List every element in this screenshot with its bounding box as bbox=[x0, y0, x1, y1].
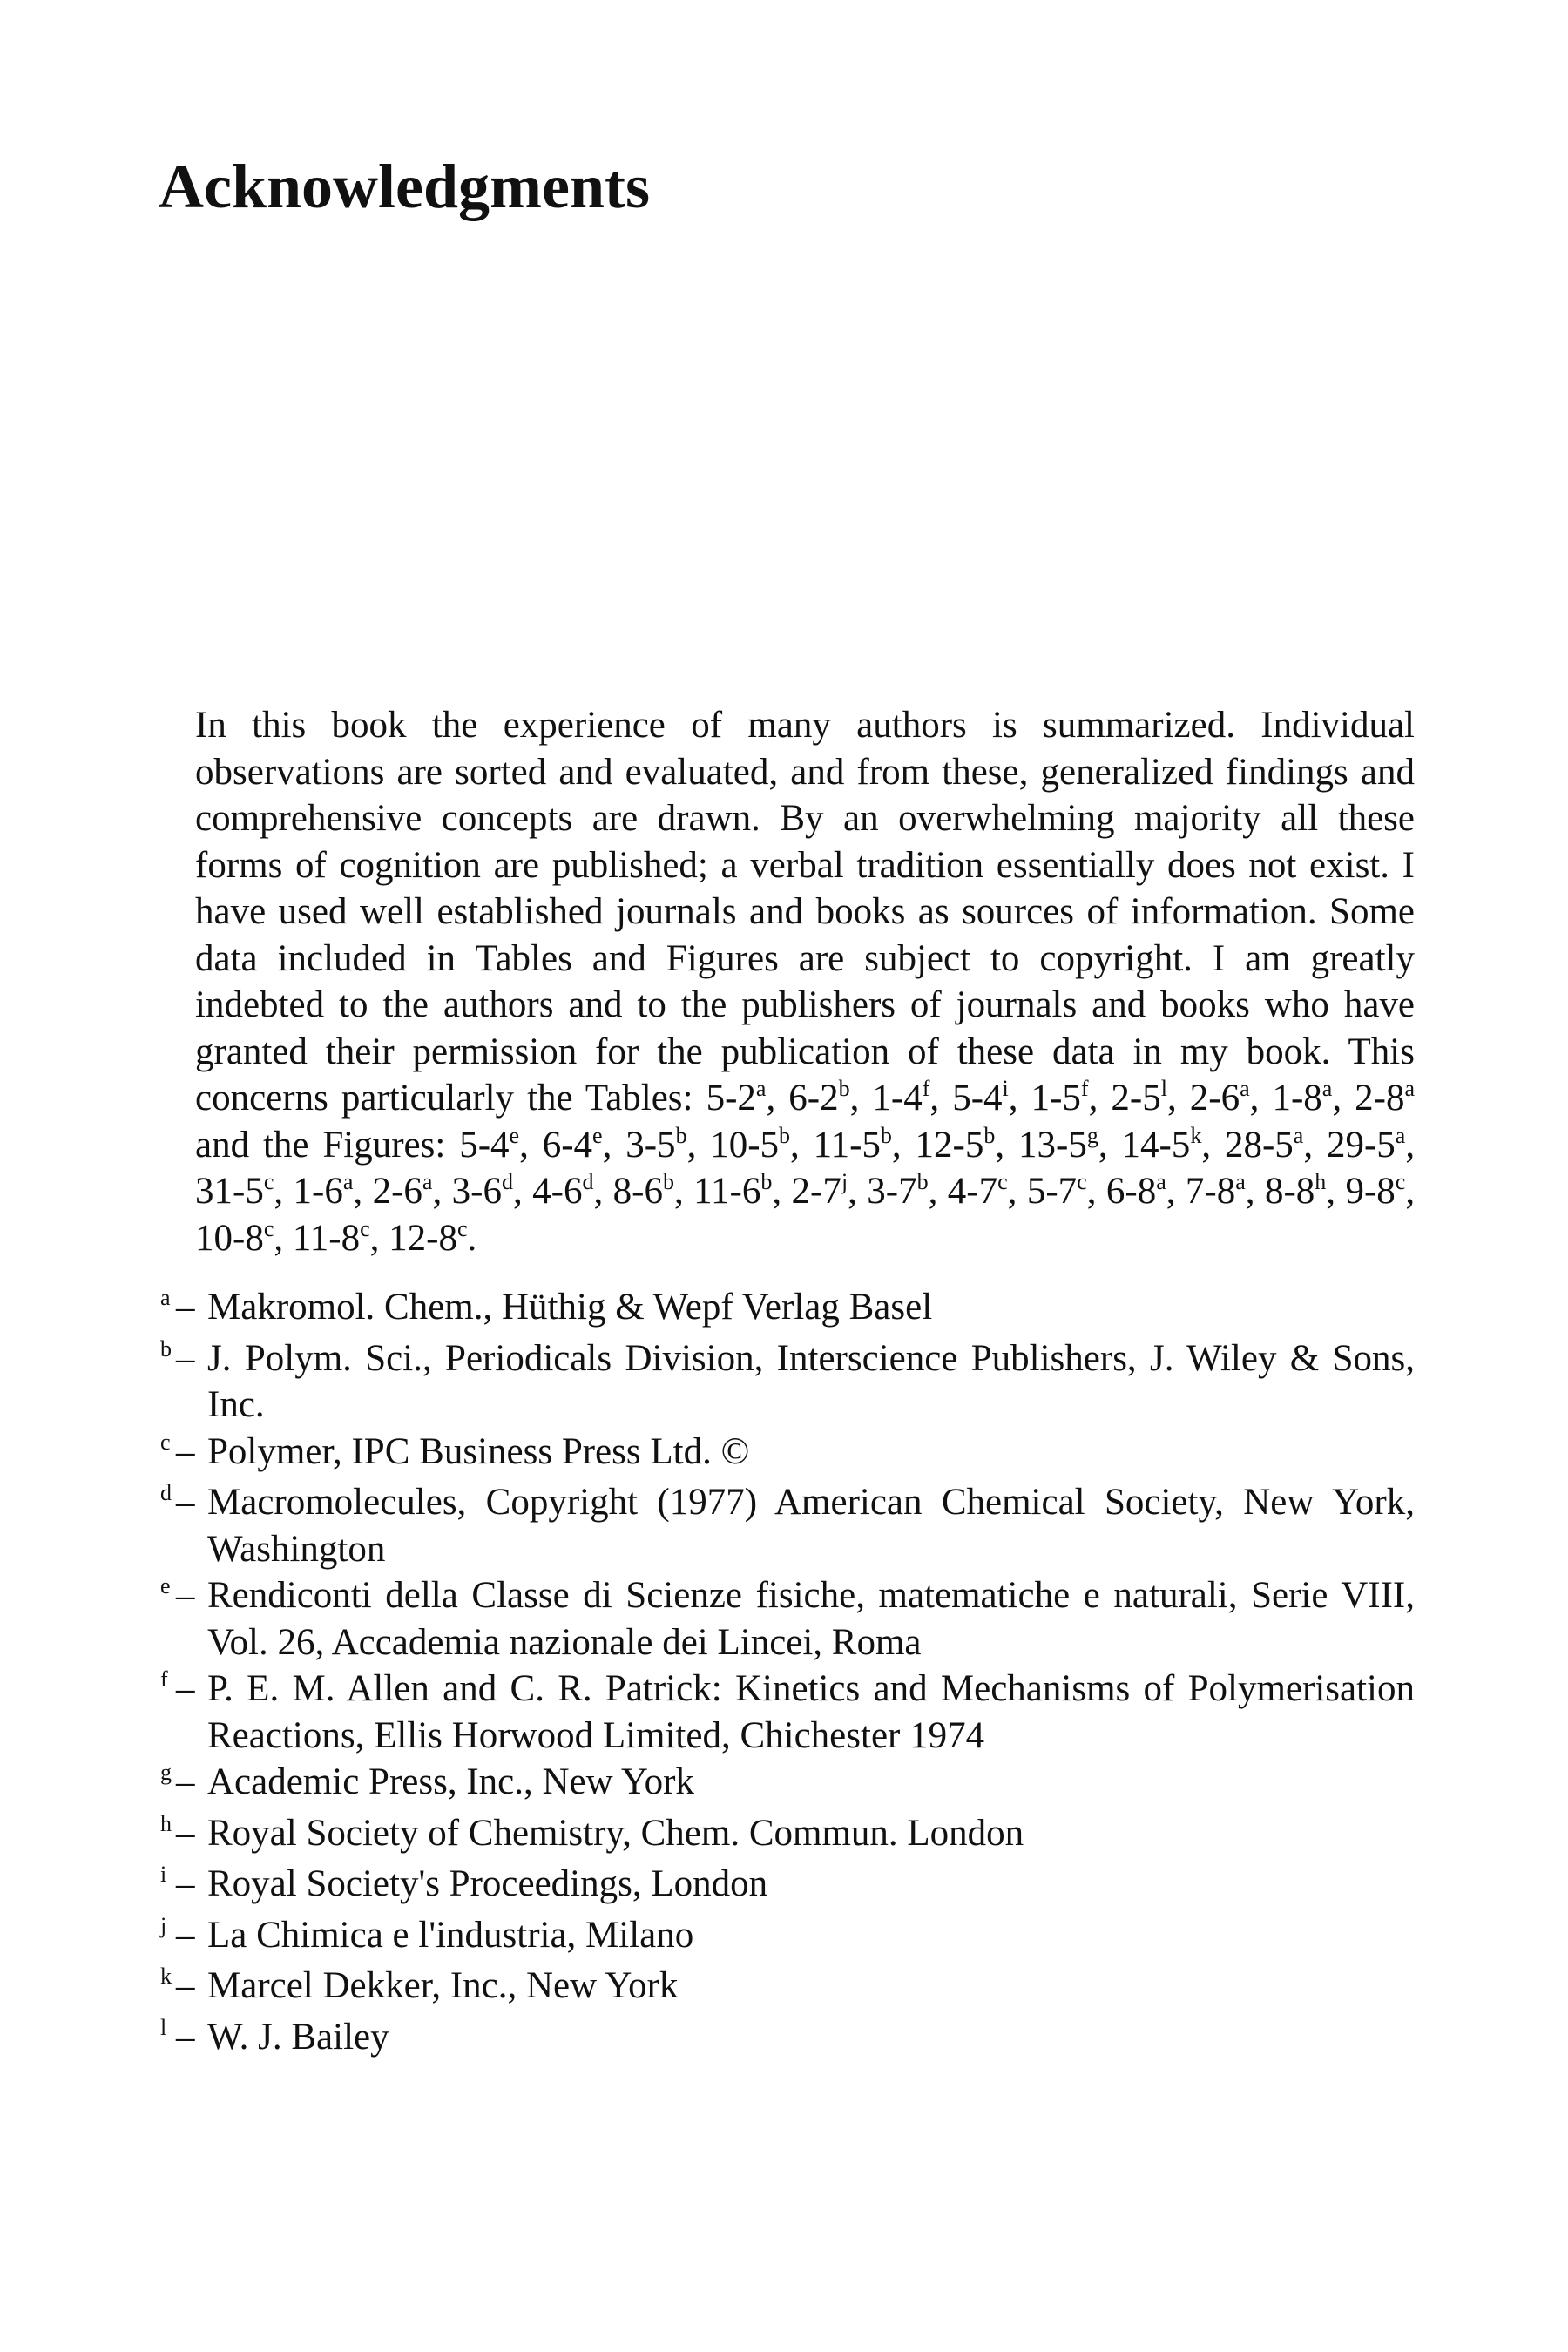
source-key: g bbox=[160, 1760, 172, 1785]
figure-reference bbox=[867, 1171, 928, 1212]
source-marker bbox=[160, 1479, 207, 1531]
figure-reference-number: 2-6 bbox=[372, 1171, 422, 1212]
source-item bbox=[160, 1861, 1415, 1912]
figure-reference bbox=[1265, 1171, 1326, 1212]
source-key: f bbox=[160, 1666, 168, 1692]
source-item bbox=[160, 1335, 1415, 1429]
table-reference bbox=[1190, 1078, 1250, 1119]
figure-reference-source-key: c bbox=[997, 1169, 1008, 1194]
figure-reference-source-key: b bbox=[779, 1122, 791, 1148]
table-reference bbox=[952, 1078, 1009, 1119]
source-text: W. J. Bailey bbox=[207, 2016, 389, 2058]
source-text: Macromolecules, Copyright (1977) American Chemical Society, New York, Washington bbox=[207, 1482, 1415, 1570]
figure-reference bbox=[1224, 1122, 1304, 1166]
table-reference-source-key: l bbox=[1160, 1076, 1167, 1101]
table-reference-number: 1-5 bbox=[1031, 1078, 1081, 1119]
figure-reference-source-key: d bbox=[501, 1169, 513, 1194]
figure-reference bbox=[613, 1171, 674, 1212]
figure-reference-number: 8-6 bbox=[612, 1171, 663, 1212]
table-reference-source-key: f bbox=[1080, 1076, 1089, 1101]
figure-reference bbox=[1326, 1122, 1406, 1166]
paragraph-conjunction: and the Figures: bbox=[195, 1124, 460, 1166]
figure-reference bbox=[1186, 1171, 1246, 1212]
figure-reference-number: 4-6 bbox=[532, 1171, 583, 1212]
figure-reference bbox=[195, 1215, 274, 1259]
source-dash: – bbox=[176, 1863, 195, 1904]
table-reference bbox=[872, 1078, 929, 1119]
table-reference-source-key: a bbox=[755, 1076, 767, 1101]
figure-reference-source-key: e bbox=[592, 1122, 603, 1148]
table-reference-number: 5-2 bbox=[706, 1078, 756, 1119]
source-text: Academic Press, Inc., New York bbox=[207, 1761, 694, 1802]
table-reference-number: 1-8 bbox=[1272, 1078, 1322, 1119]
figure-reference-source-key: c bbox=[263, 1215, 274, 1241]
source-marker bbox=[160, 1284, 207, 1335]
figure-reference-source-key: a bbox=[1235, 1169, 1246, 1194]
table-reference bbox=[1355, 1078, 1415, 1119]
figure-reference-list: 5-4e, 6-4e, 3-5$^b$, 10-5$^b$, 11-5$^b$, 12-5$^b$, 13-5$^g$, 14-5$^k$, 28-5$^a$, 29-5$^a$, 31-5$^c$, 1-6$^a$, 2-6$^a$, 3-6$^d$, 4-6$^d$, 8-6$^b$, 11-6$^b$, 2-7$^j$, 3-7$^b$, 4-7$^c$, 5-7$^c$, 6-8$^a$, 7-8$^a$, 8-8$^h$, 9-8$^c$, 10-8$^c$, 11-8$^c$, 12-8$^c$ bbox=[195, 1122, 1416, 1259]
source-marker bbox=[160, 1572, 207, 1624]
figure-reference-number: 6-8 bbox=[1105, 1171, 1157, 1212]
figure-reference bbox=[292, 1215, 370, 1259]
figure-reference-source-key: d bbox=[582, 1169, 594, 1194]
figure-reference-source-key: a bbox=[422, 1169, 433, 1194]
figure-reference-number: 10-5 bbox=[710, 1124, 780, 1166]
source-item bbox=[160, 1759, 1415, 1810]
figure-reference bbox=[948, 1171, 1008, 1212]
figure-reference-number: 2-7 bbox=[791, 1171, 841, 1212]
figure-reference-number: 12-5 bbox=[915, 1124, 984, 1166]
source-text: Makromol. Chem., Hüthig & Wepf Verlag Basel bbox=[207, 1287, 933, 1328]
source-item bbox=[160, 1912, 1415, 1963]
source-item bbox=[160, 1284, 1415, 1335]
source-marker bbox=[160, 1759, 207, 1810]
source-dash: – bbox=[176, 1430, 195, 1472]
table-reference-number: 5-4 bbox=[952, 1078, 1003, 1119]
source-item bbox=[160, 1479, 1415, 1572]
source-marker bbox=[160, 1963, 207, 2014]
figure-reference-number: 1-6 bbox=[293, 1171, 343, 1212]
figure-reference-number: 6-4 bbox=[542, 1124, 593, 1166]
figure-reference-number: 11-6 bbox=[693, 1171, 761, 1212]
source-dash: – bbox=[176, 1668, 195, 1709]
source-key: l bbox=[160, 2014, 167, 2040]
source-text: Marcel Dekker, Inc., New York bbox=[207, 1965, 679, 2006]
table-reference bbox=[1111, 1078, 1167, 1119]
table-reference-source-key: i bbox=[1002, 1076, 1009, 1101]
source-key: e bbox=[160, 1573, 171, 1598]
figure-reference-source-key: b bbox=[662, 1169, 674, 1194]
source-text: P. E. M. Allen and C. R. Patrick: Kinetics and Mechanisms of Polymerisation Reactions, Ellis Horwood Limited, Chichester 1974 bbox=[207, 1668, 1415, 1756]
source-dash: – bbox=[176, 1482, 195, 1523]
figure-reference bbox=[1018, 1122, 1098, 1166]
figure-reference bbox=[813, 1122, 892, 1166]
figure-reference bbox=[294, 1171, 354, 1212]
figure-reference-number: 7-8 bbox=[1185, 1171, 1236, 1212]
source-item bbox=[160, 1810, 1415, 1862]
figure-reference-number: 5-4 bbox=[459, 1124, 510, 1166]
figure-reference-source-key: e bbox=[509, 1122, 520, 1148]
table-reference-source-key: f bbox=[922, 1076, 930, 1101]
source-marker bbox=[160, 1861, 207, 1912]
figure-reference-source-key: c bbox=[1077, 1169, 1087, 1194]
source-marker bbox=[160, 1429, 207, 1480]
figure-reference-source-key: b bbox=[675, 1122, 687, 1148]
table-reference-source-key: b bbox=[838, 1076, 850, 1101]
figure-reference bbox=[710, 1122, 791, 1166]
figure-reference bbox=[452, 1171, 513, 1212]
figure-reference bbox=[693, 1171, 772, 1212]
source-text: Royal Society's Proceedings, London bbox=[207, 1863, 768, 1904]
table-reference-list: 5-2$^a$, 6-2$^b$, 1-4$^f$, 5-4$^i$, 1-5$^f$, 2-5$^l$, 2-6$^a$, 1-8$^a$, 2-8$^a$ bbox=[706, 1076, 1416, 1119]
source-marker bbox=[160, 1335, 207, 1387]
table-reference-number: 2-6 bbox=[1189, 1078, 1240, 1119]
figure-reference-number: 29-5 bbox=[1326, 1124, 1396, 1166]
figure-reference-source-key: a bbox=[1293, 1122, 1304, 1148]
source-key: k bbox=[160, 1963, 172, 1989]
figure-reference-number: 11-8 bbox=[292, 1217, 361, 1259]
source-key: c bbox=[160, 1429, 171, 1455]
figure-reference-number: 10-8 bbox=[195, 1217, 264, 1259]
source-key: i bbox=[160, 1862, 167, 1887]
source-dash: – bbox=[176, 1575, 195, 1616]
source-dash: – bbox=[176, 1287, 195, 1328]
figure-reference-source-key: k bbox=[1190, 1122, 1202, 1148]
source-text: Polymer, IPC Business Press Ltd. © bbox=[207, 1430, 750, 1472]
figure-reference-source-key: a bbox=[342, 1169, 354, 1194]
table-reference-source-key: a bbox=[1240, 1076, 1250, 1101]
source-dash: – bbox=[176, 1337, 195, 1379]
source-marker bbox=[160, 2014, 207, 2065]
figure-reference bbox=[532, 1171, 593, 1212]
figure-reference-number: 5-7 bbox=[1026, 1171, 1078, 1212]
figure-reference-source-key: b bbox=[760, 1169, 773, 1194]
figure-reference bbox=[1121, 1122, 1202, 1166]
source-dash: – bbox=[176, 2016, 195, 2058]
source-key: a bbox=[160, 1285, 171, 1310]
figure-reference-number: 9-8 bbox=[1345, 1171, 1396, 1212]
figure-reference-number: 12-8 bbox=[389, 1217, 457, 1259]
figure-reference bbox=[373, 1171, 433, 1212]
page-title: Acknowledgments bbox=[159, 152, 651, 221]
acknowledgment-paragraph: In this book the experience of many authors is summarized. Individual observations are sorted and evaluated, and from these, generalized findings and comprehensive concepts are drawn. By an overwhelming majority all these forms of cognition are published; a verbal tradition essentially does not exist. I have used well established journals and books as sources of information. Some data included in Tables and Figures are subject to copyright. I am greatly indebted to the authors and to the publishers of journals and books who have granted their permission for the publication of these data in my book. This concerns particularly the Tables: 5-2$^a$, 6-2$^b$, 1-4$^f$, 5-4$^i$, 1-5$^f$, 2-5$^l$, 2-6$^a$, 1-8$^a$, 2-8$^a$ and the Figures: 5-4e, 6-4e, 3-5$^b$, 10-5$^b$, 11-5$^b$, 12-5$^b$, 13-5$^g$, 14-5$^k$, 28-5$^a$, 29-5$^a$, 31-5$^c$, 1-6$^a$, 2-6$^a$, 3-6$^d$, 4-6$^d$, 8-6$^b$, 11-6$^b$, 2-7$^j$, 3-7$^b$, 4-7$^c$, 5-7$^c$, 6-8$^a$, 7-8$^a$, 8-8$^h$, 9-8$^c$, 10-8$^c$, 11-8$^c$, 12-8$^c$. bbox=[195, 705, 1416, 1259]
figure-reference-source-key: a bbox=[1156, 1169, 1166, 1194]
figure-reference-source-key: c bbox=[1395, 1169, 1406, 1194]
table-reference bbox=[1031, 1078, 1089, 1119]
source-item bbox=[160, 1666, 1415, 1759]
figure-reference bbox=[389, 1215, 468, 1259]
figure-reference-source-key: c bbox=[360, 1215, 370, 1241]
source-text: La Chimica e l'industria, Milano bbox=[207, 1914, 694, 1956]
figure-reference bbox=[915, 1122, 996, 1166]
source-key: b bbox=[160, 1335, 172, 1362]
figure-reference-source-key: a bbox=[1395, 1122, 1406, 1148]
table-reference-source-key: a bbox=[1321, 1076, 1333, 1101]
source-marker bbox=[160, 1912, 207, 1963]
source-text: J. Polym. Sci., Periodicals Division, Interscience Publishers, J. Wiley & Sons, Inc. bbox=[207, 1337, 1415, 1425]
source-item bbox=[160, 1429, 1415, 1480]
figure-reference-number: 8-8 bbox=[1264, 1171, 1315, 1212]
figure-reference bbox=[1027, 1171, 1087, 1212]
table-reference bbox=[788, 1078, 849, 1119]
figure-reference bbox=[1345, 1171, 1405, 1212]
figure-reference-source-key: b bbox=[916, 1169, 929, 1194]
figure-reference-source-key: h bbox=[1315, 1169, 1327, 1194]
table-reference bbox=[706, 1078, 767, 1119]
figure-reference bbox=[195, 1171, 274, 1212]
source-dash: – bbox=[176, 1965, 195, 2006]
figure-reference-number: 14-5 bbox=[1121, 1124, 1191, 1166]
table-reference-number: 1-4 bbox=[872, 1078, 923, 1119]
figure-reference bbox=[792, 1171, 848, 1212]
table-reference-number: 6-2 bbox=[788, 1078, 839, 1119]
source-list bbox=[160, 1284, 1415, 2065]
figure-reference-number: 28-5 bbox=[1224, 1124, 1294, 1166]
table-reference bbox=[1272, 1078, 1332, 1119]
source-key: d bbox=[160, 1480, 172, 1505]
figure-reference-source-key: b bbox=[983, 1122, 996, 1148]
source-item bbox=[160, 1963, 1415, 2014]
figure-reference-source-key: c bbox=[263, 1169, 274, 1194]
source-dash: – bbox=[176, 1761, 195, 1802]
paragraph-text: In this book the experience of many authors is summarized. Individual observations are sorted and evaluated, and from these, generalized findings and comprehensive concepts are drawn. By an overwhelming majority all these forms of cognition are published; a verbal tradition essentially does not exist. I have used well established journals and books as sources of information. Some data included in Tables and Figures are subject to copyright. I am greatly indebted to the authors and to the publishers of journals and books who have granted their permission for the publication of these data in my book. This concerns particularly the Tables: bbox=[195, 705, 1415, 1119]
figure-reference-number: 4-7 bbox=[947, 1171, 998, 1212]
source-text: Royal Society of Chemistry, Chem. Commun. London bbox=[207, 1812, 1024, 1854]
table-reference-source-key: a bbox=[1404, 1076, 1416, 1101]
source-key: j bbox=[160, 1912, 167, 1938]
table-reference-number: 2-5 bbox=[1111, 1078, 1161, 1119]
figure-reference-number: 3-6 bbox=[451, 1171, 502, 1212]
figure-reference-source-key: b bbox=[880, 1122, 892, 1148]
source-text: Rendiconti della Classe di Scienze fisiche, matematiche e naturali, Serie VIII, Vol. 26, Accademia nazionale dei Lincei, Roma bbox=[207, 1575, 1415, 1663]
source-dash: – bbox=[176, 1914, 195, 1956]
figure-reference-number: 11-5 bbox=[813, 1124, 881, 1166]
source-marker bbox=[160, 1810, 207, 1862]
figure-reference-number: 13-5 bbox=[1018, 1124, 1087, 1166]
source-item bbox=[160, 2014, 1415, 2065]
source-item bbox=[160, 1572, 1415, 1666]
figure-reference bbox=[1106, 1171, 1166, 1212]
figure-reference-source-key: c bbox=[456, 1215, 468, 1241]
figure-reference bbox=[459, 1122, 520, 1166]
figure-reference-source-key: g bbox=[1086, 1122, 1098, 1148]
figure-reference-number: 31-5 bbox=[195, 1171, 264, 1212]
figure-reference-number: 3-5 bbox=[625, 1124, 676, 1166]
figure-reference bbox=[625, 1122, 687, 1166]
source-marker bbox=[160, 1666, 207, 1717]
figure-reference bbox=[542, 1122, 603, 1166]
source-dash: – bbox=[176, 1812, 195, 1854]
table-reference-number: 2-8 bbox=[1355, 1078, 1405, 1119]
source-key: h bbox=[160, 1810, 172, 1836]
figure-reference-source-key: j bbox=[841, 1169, 848, 1194]
figure-reference-number: 3-7 bbox=[867, 1171, 917, 1212]
